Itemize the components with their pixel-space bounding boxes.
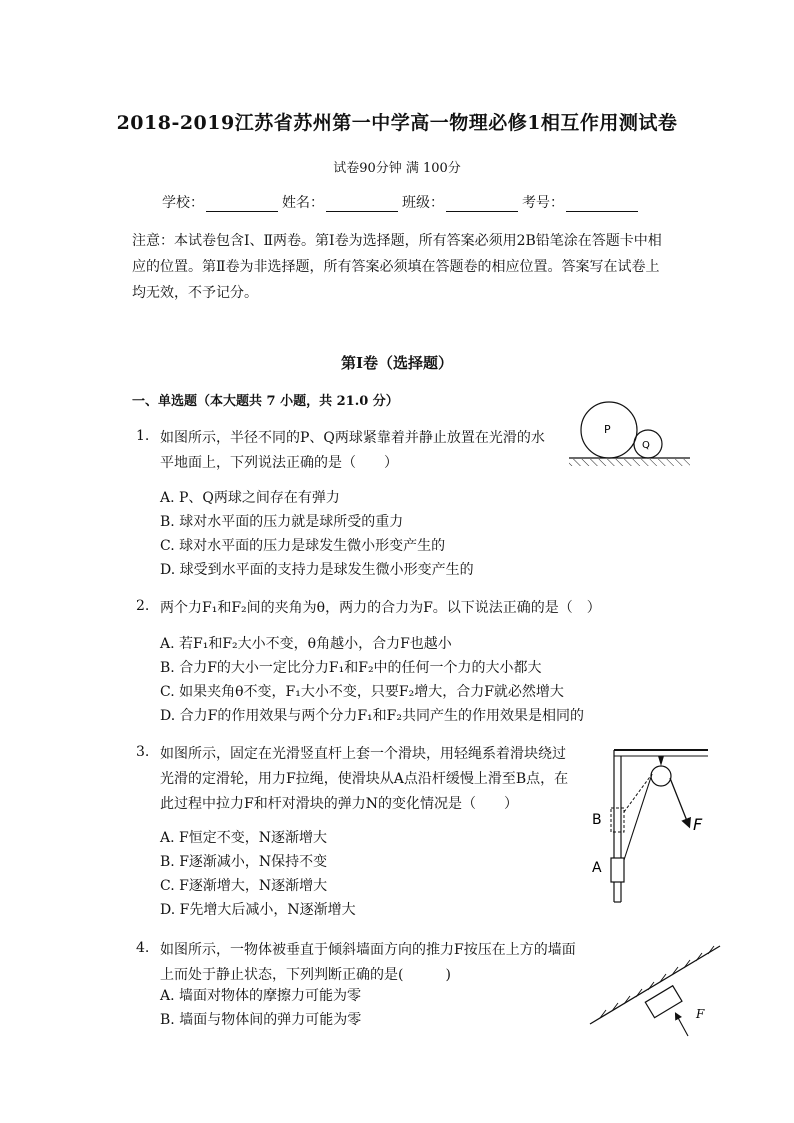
rope-from-a [624, 774, 652, 860]
part-title: 一、单选题（本大题共 7 小题，共 21.0 分） [132, 394, 399, 409]
question-1-stem: 如图所示，半径不同的P、Q两球紧靠着并静止放置在光滑的水平地面上，下列说法正确的是（ ） [160, 430, 545, 471]
rope-from-b [624, 774, 652, 812]
school-label: 学校： [162, 195, 204, 211]
question-3-options [160, 826, 356, 922]
question-3-option-c: C. F逐渐增大，N逐渐增大 [160, 878, 328, 894]
block-on-wall [645, 986, 682, 1018]
push-force-arrow [676, 1014, 688, 1036]
class-blank [446, 196, 518, 212]
exam-number-blank [566, 196, 638, 212]
question-3-stem: 如图所示，固定在光滑竖直杆上套一个滑块，用轻绳系着滑块绕过光滑的定滑轮，用力F拉绳，使滑块从A点沿杆缓慢上滑至B点，在此过程中拉力F和杆对滑块的弹力N的变化情况是（ ） [160, 746, 569, 812]
question-3-option-d: D. F先增大后减小，N逐渐增大 [160, 902, 356, 918]
pull-force-arrow [670, 778, 689, 826]
question-4-options [160, 984, 361, 1032]
question-2-options [160, 632, 584, 728]
question-1-option-b: B. 球对水平面的压力就是球所受的重力 [160, 514, 404, 530]
class-label: 班级： [402, 195, 444, 211]
section-title: 第Ⅰ卷（选择题） [340, 354, 454, 372]
name-label: 姓名： [282, 195, 324, 211]
force-f-label: F [693, 815, 703, 834]
force-f-label: F [696, 1007, 705, 1021]
question-2-option-c: C. 如果夹角θ不变，F₁大小不变，只要F₂增大，合力F就必然增大 [160, 684, 564, 700]
question-2-number: 2. [136, 598, 150, 614]
question-4-option-b: B. 墙面与物体间的弹力可能为零 [160, 1012, 362, 1028]
slider-block-b [611, 808, 624, 832]
name-blank [326, 196, 398, 212]
question-2-option-b: B. 合力F的大小一定比分力F₁和F₂中的任何一个力的大小都大 [160, 660, 542, 676]
question-4-number: 4. [136, 940, 150, 956]
school-blank [206, 196, 278, 212]
exam-notice: 注意：本试卷包含Ⅰ、Ⅱ两卷。第Ⅰ卷为选择题，所有答案必须用2B铅笔涂在答题卡中相应的位置。第Ⅱ卷为非选择题，所有答案必须填在答题卷的相应位置。答案写在试卷上均无效，不予记分。 [132, 233, 662, 301]
question-3-number: 3. [136, 744, 150, 760]
question-3-figure [586, 742, 714, 908]
question-1-number: 1. [136, 428, 150, 444]
ball-p-label: P [604, 423, 611, 436]
question-4-stem: 如图所示，一物体被垂直于倾斜墙面方向的推力F按压在上方的墙面上而处于静止状态，下列判断正确的是( ) [160, 942, 576, 983]
question-2-option-a: A. 若F₁和F₂大小不变，θ角越小，合力F也越小 [160, 636, 452, 652]
question-3-option-a: A. F恒定不变，N逐渐增大 [160, 830, 327, 846]
question-4-figure [580, 932, 730, 1044]
question-1-option-a: A. P、Q两球之间存在有弹力 [160, 490, 340, 506]
question-3-option-b: B. F逐渐减小，N保持不变 [160, 854, 328, 870]
question-1-figure [565, 400, 695, 472]
question-1-options [160, 486, 474, 582]
ground-hatch [569, 459, 690, 466]
point-b-label: B [592, 812, 602, 828]
exam-duration-score: 试卷90分钟 满 100分 [333, 161, 461, 176]
pulley-mount [658, 756, 664, 766]
ball-q-label: Q [642, 440, 650, 451]
question-4-option-a: A. 墙面对物体的摩擦力可能为零 [160, 988, 362, 1004]
pulley-wheel [651, 766, 671, 786]
question-2-option-d: D. 合力F的作用效果与两个分力F₁和F₂共同产生的作用效果是相同的 [160, 708, 584, 724]
question-1-option-c: C. 球对水平面的压力是球发生微小形变产生的 [160, 538, 446, 554]
student-info-row [162, 192, 642, 212]
question-1-option-d: D. 球受到水平面的支持力是球发生微小形变产生的 [160, 562, 474, 578]
exam-number-label: 考号： [522, 195, 564, 211]
slider-block-a [611, 858, 624, 882]
point-a-label: A [592, 860, 602, 876]
page-title: 2018-2019江苏省苏州第一中学高一物理必修1相互作用测试卷 [116, 112, 678, 134]
question-2-stem: 两个力F₁和F₂间的夹角为θ，两力的合力为F。以下说法正确的是（ ） [160, 600, 601, 616]
